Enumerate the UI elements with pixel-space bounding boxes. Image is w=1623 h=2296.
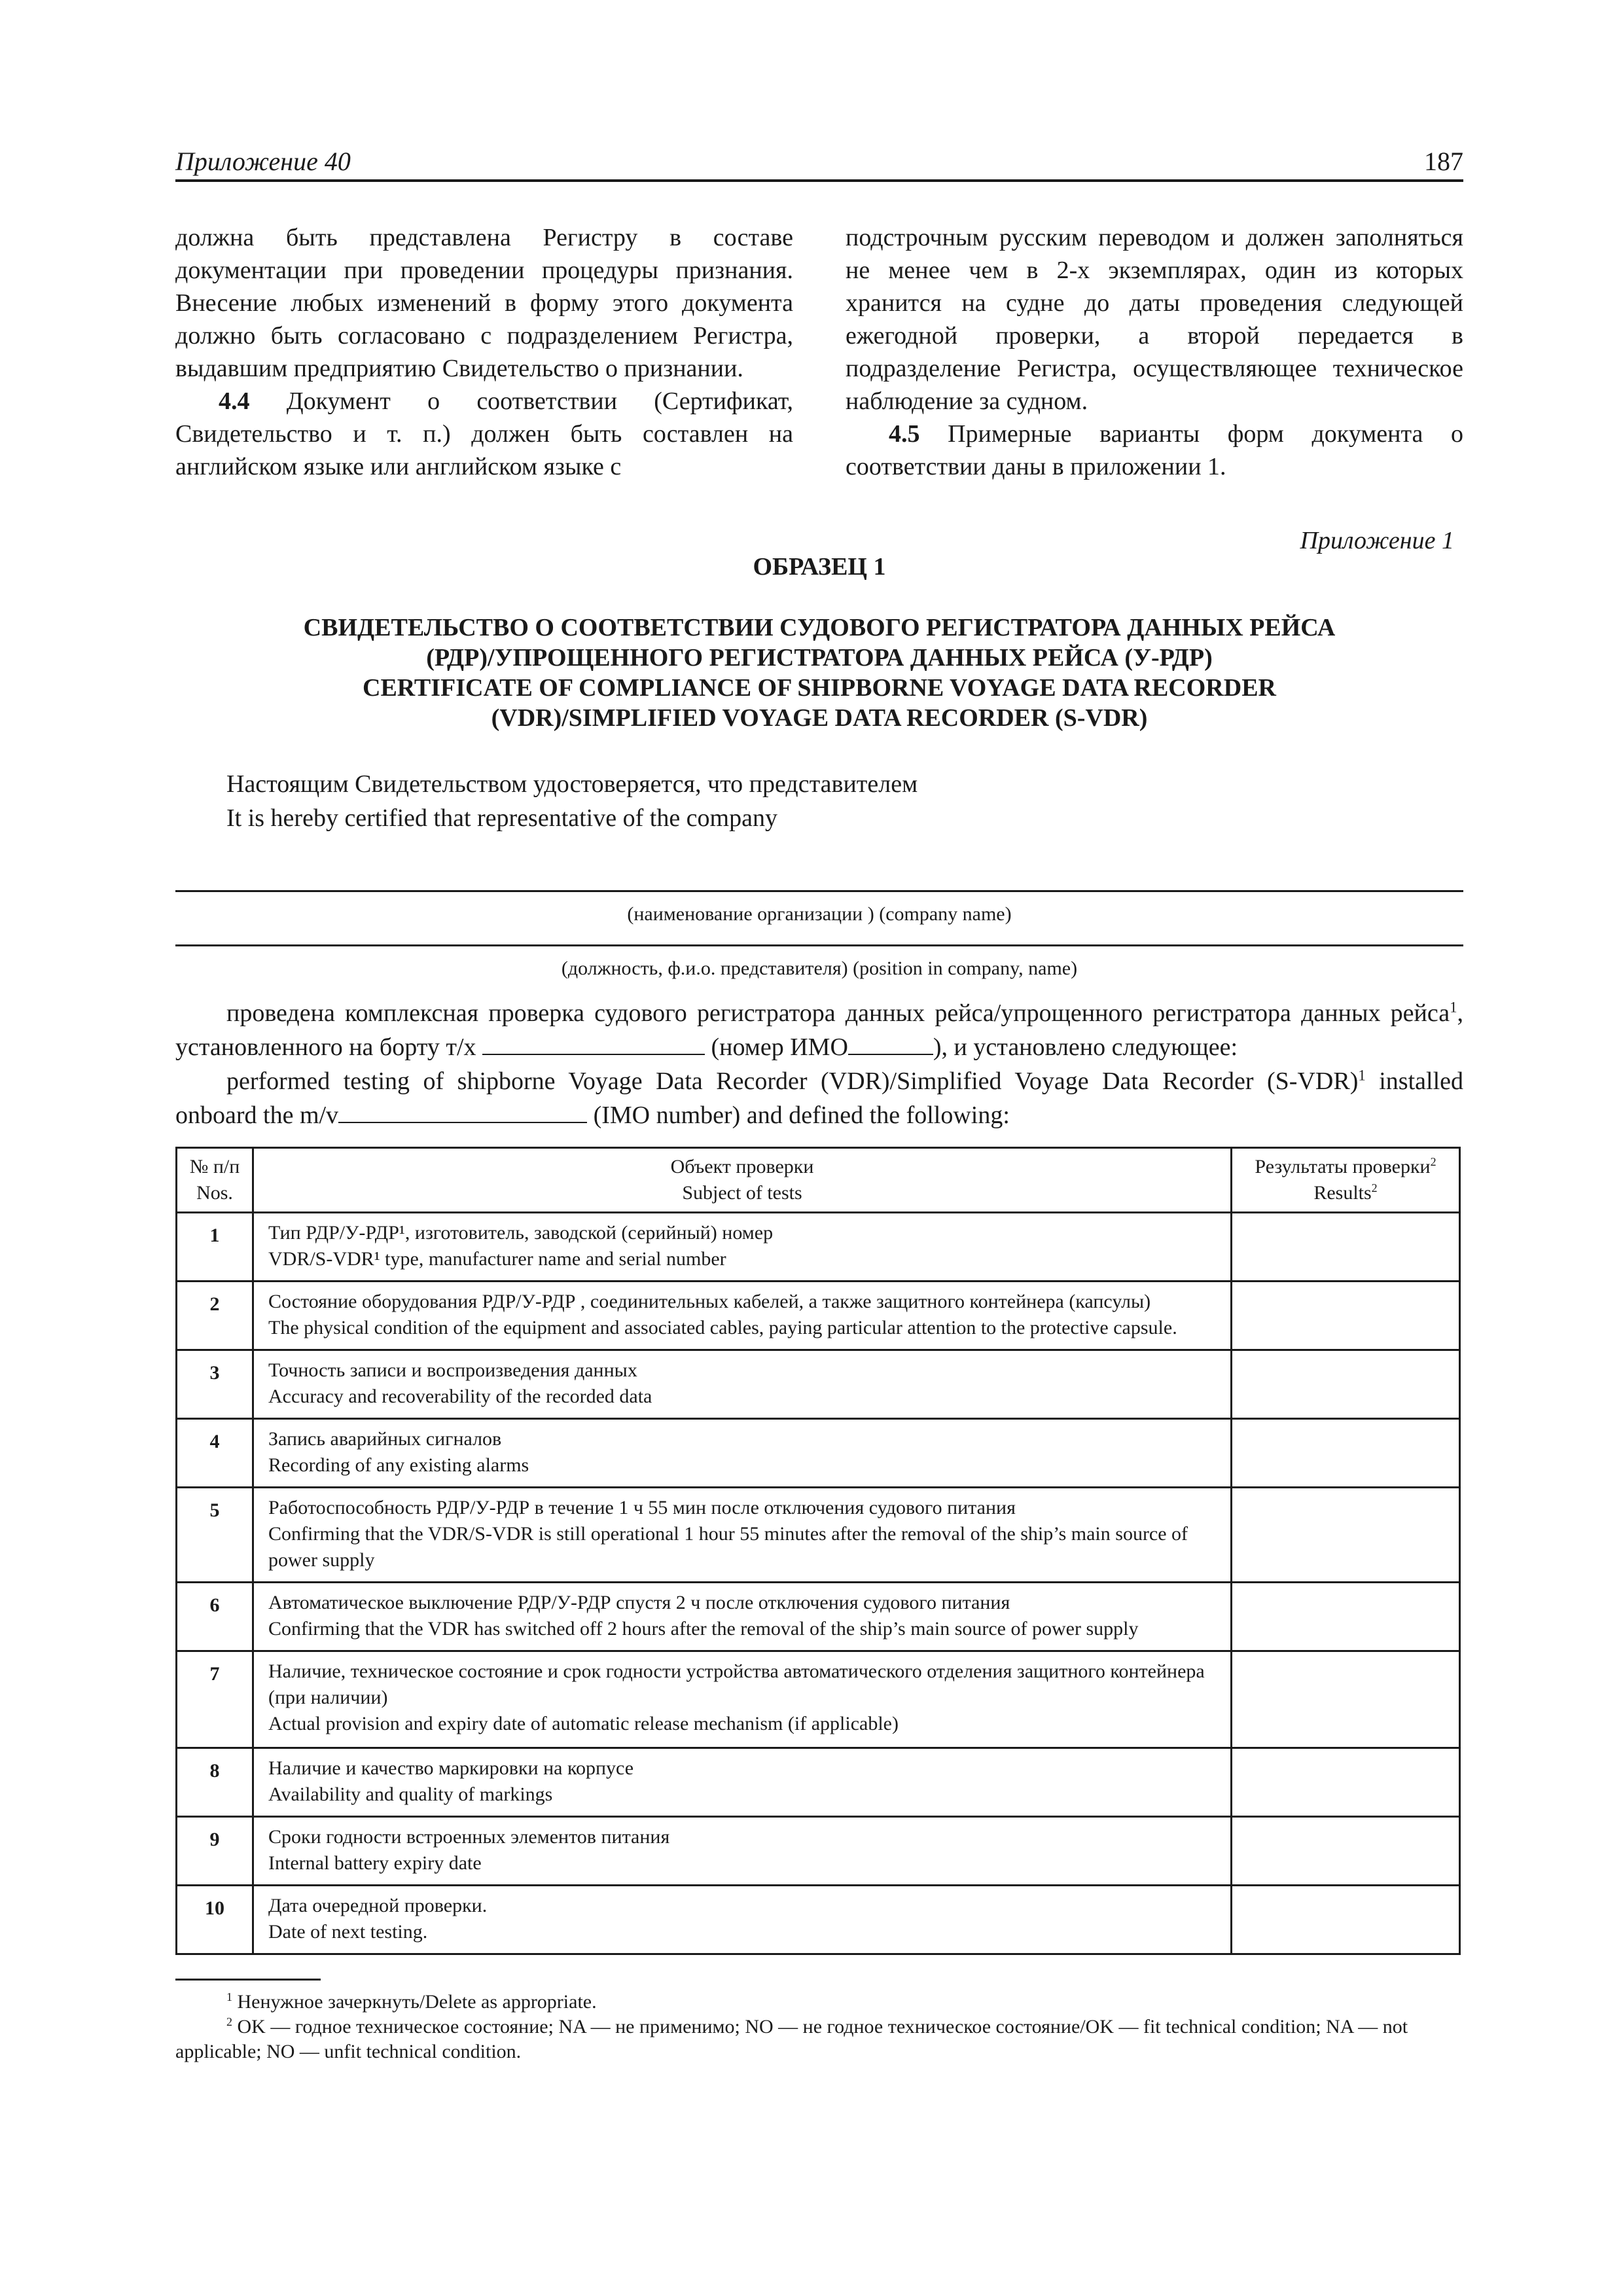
test-subject [253, 1817, 1232, 1886]
result-cell[interactable] [1232, 1488, 1460, 1583]
footnote-mark: 2 [226, 2015, 232, 2028]
statement-text: performed testing of shipborne Voyage Data Recorder (VDR)/Simplified Voyage Data Recorder (S-VDR) [226, 1067, 1359, 1095]
test-subject-ru: Автоматическое выключение РДР/У-РДР спустя 2 ч после отключения судового питания [268, 1592, 1010, 1613]
footnote-divider [175, 1979, 321, 1981]
header-text: Results [1313, 1182, 1372, 1204]
footnote-ref: 2 [1430, 1155, 1436, 1168]
clause-text: Примерные варианты форм документа о соответствии даны в приложении 1. [846, 420, 1463, 480]
certificate-title-line: СВИДЕТЕЛЬСТВО О СООТВЕТСТВИИ СУДОВОГО РЕГИСТРАТОРА ДАННЫХ РЕЙСА [303, 614, 1336, 641]
table-row [177, 1817, 1460, 1886]
test-subject-en: Date of next testing. [268, 1921, 428, 1943]
left-paragraph-2 [175, 385, 793, 483]
result-cell[interactable] [1232, 1350, 1460, 1419]
test-subject [253, 1488, 1232, 1583]
testing-statement [175, 996, 1463, 1132]
table-row [177, 1748, 1460, 1817]
imo-number-blank[interactable] [848, 1054, 933, 1055]
result-cell[interactable] [1232, 1282, 1460, 1350]
left-column [175, 221, 793, 483]
test-subject-ru: Наличие, техническое состояние и срок годности устройства автоматического отделения защитного контейнера (при наличии) [268, 1660, 1205, 1708]
test-subject-ru: Сроки годности встроенных элементов питания [268, 1826, 670, 1848]
footnote-2 [175, 2015, 1463, 2064]
row-number: 1 [177, 1213, 253, 1282]
row-number: 3 [177, 1350, 253, 1419]
test-subject-en: VDR/S-VDR¹ type, manufacturer name and serial number [268, 1248, 726, 1270]
test-subject-en: Recording of any existing alarms [268, 1454, 529, 1476]
table-row [177, 1213, 1460, 1282]
result-cell[interactable] [1232, 1651, 1460, 1748]
row-number: 2 [177, 1282, 253, 1350]
test-subject [253, 1583, 1232, 1651]
header-number [177, 1148, 253, 1213]
header-text: Результаты проверки [1255, 1156, 1431, 1177]
statement-text: installed onboard the m/v [175, 1067, 1463, 1129]
test-subject-en: Accuracy and recoverability of the recorded data [268, 1386, 652, 1407]
header-text: № п/п [189, 1156, 240, 1177]
header-text: Subject of tests [682, 1182, 802, 1204]
table-row [177, 1488, 1460, 1583]
result-cell[interactable] [1232, 1748, 1460, 1817]
test-subject-en: Confirming that the VDR/S-VDR is still operational 1 hour 55 minutes after the removal of the ship’s main source of power supply [268, 1523, 1188, 1571]
right-column [846, 221, 1463, 483]
test-results-table [175, 1147, 1461, 1955]
row-number: 5 [177, 1488, 253, 1583]
right-paragraph-2 [846, 418, 1463, 483]
certificate-title-line: (РДР)/УПРОЩЕННОГО РЕГИСТРАТОРА ДАННЫХ РЕЙСА (У-РДР) [426, 644, 1213, 672]
table-row [177, 1583, 1460, 1651]
certificate-title-line: CERTIFICATE OF COMPLIANCE OF SHIPBORNE VOYAGE DATA RECORDER [363, 674, 1276, 702]
test-subject-ru: Наличие и качество маркировки на корпусе [268, 1757, 634, 1779]
intro-ru: Настоящим Свидетельством удостоверяется, что представителем [226, 770, 918, 798]
clause-text: Документ о соответствии (Сертификат, Свидетельство и т. п.) должен быть составлен на английском языке или английском языке с [175, 387, 793, 480]
statement-ru [175, 996, 1463, 1064]
row-number: 6 [177, 1583, 253, 1651]
footnote-text: Ненужное зачеркнуть/Delete as appropriate. [232, 1991, 597, 2013]
appendix-label: Приложение 40 [175, 147, 351, 176]
page-number: 187 [1424, 147, 1463, 176]
sample-title: ОБРАЗЕЦ 1 [753, 553, 886, 581]
appendix-mark: Приложение 1 [1300, 527, 1454, 554]
statement-text: , установленного на борту т/х [175, 999, 1463, 1061]
ship-name-blank[interactable] [482, 1054, 705, 1055]
two-column-text [175, 221, 1463, 483]
test-subject-en: Internal battery expiry date [268, 1852, 482, 1874]
header-text: Объект проверки [670, 1156, 814, 1177]
statement-en [175, 1064, 1463, 1132]
vessel-name-blank[interactable] [338, 1122, 587, 1123]
certification-intro [175, 767, 1463, 835]
result-cell[interactable] [1232, 1583, 1460, 1651]
test-subject [253, 1350, 1232, 1419]
header-text: Nos. [196, 1182, 233, 1204]
clause-number: 4.5 [889, 420, 920, 448]
test-subject-ru: Тип РДР/У-РДР¹, изготовитель, заводской (серийный) номер [268, 1222, 774, 1244]
company-name-caption: (наименование организации ) (company name) [627, 903, 1012, 925]
footnote-text: OK — годное техническое состояние; NA — не применимо; NO — не годное техническое состояние/OK — fit technical condition; NA — not applicable; NO — unfit technical condition. [175, 2016, 1408, 2062]
test-subject-en: The physical condition of the equipment and associated cables, paying particular attention to the protective capsule. [268, 1317, 1177, 1338]
company-name-field[interactable] [175, 890, 1463, 892]
right-paragraph-1: подстрочным русским переводом и должен заполняться не менее чем в 2-х экземплярах, один из которых хранится на судне до даты проведения следующей ежегодной проверки, а второй передается в подразделение Регистра, осуществляющее техническое наблюдение за судном. [846, 224, 1463, 415]
test-subject [253, 1213, 1232, 1282]
statement-text: проведена комплексная проверка судового регистратора данных рейса/упрощенного регистратора данных рейса [226, 999, 1450, 1027]
footnote-ref: 1 [1358, 1067, 1366, 1084]
test-subject-en: Availability and quality of markings [268, 1784, 553, 1805]
test-subject-en: Confirming that the VDR has switched off 2 hours after the removal of the ship’s main source of power supply [268, 1618, 1139, 1640]
certificate-title [175, 613, 1463, 733]
test-subject [253, 1282, 1232, 1350]
test-subject-ru: Состояние оборудования РДР/У-РДР , соединительных кабелей, а также защитного контейнера (капсулы) [268, 1291, 1151, 1312]
statement-text: (номер ИМО [705, 1033, 848, 1061]
document-page [175, 145, 1463, 2064]
statement-text: (IMO number) and defined the following: [587, 1102, 1010, 1129]
table-row [177, 1282, 1460, 1350]
test-subject-ru: Работоспособность РДР/У-РДР в течение 1 ч 55 мин после отключения судового питания [268, 1497, 1016, 1518]
footnote-1 [175, 1990, 1463, 2015]
left-paragraph-1: должна быть представлена Регистру в составе документации при проведении процедуры признания. Внесение любых изменений в форму этого документа должно быть согласовано с подразделением Регистра, выдавшим предприятию Свидетельство о признании. [175, 224, 793, 382]
footnote-mark: 1 [226, 1990, 232, 2003]
test-subject-ru: Дата очередной проверки. [268, 1895, 488, 1916]
footnotes [175, 1990, 1463, 2064]
result-cell[interactable] [1232, 1886, 1460, 1954]
table-body [177, 1213, 1460, 1954]
footnote-ref: 2 [1371, 1181, 1378, 1194]
row-number: 9 [177, 1817, 253, 1886]
intro-en: It is hereby certified that representative of the company [226, 804, 777, 832]
table-row [177, 1886, 1460, 1954]
table-row [177, 1419, 1460, 1488]
test-subject [253, 1886, 1232, 1954]
row-number: 10 [177, 1886, 253, 1954]
row-number: 4 [177, 1419, 253, 1488]
test-subject-en: Actual provision and expiry date of automatic release mechanism (if applicable) [268, 1713, 899, 1734]
table-row [177, 1651, 1460, 1748]
certificate-title-line: (VDR)/SIMPLIFIED VOYAGE DATA RECORDER (S-VDR) [491, 704, 1148, 732]
test-subject-ru: Точность записи и воспроизведения данных [268, 1359, 637, 1381]
result-cell[interactable] [1232, 1817, 1460, 1886]
representative-caption: (должность, ф.и.о. представителя) (position in company, name) [561, 958, 1078, 979]
clause-number: 4.4 [219, 387, 250, 415]
test-subject [253, 1419, 1232, 1488]
running-head [175, 145, 1463, 182]
table-row [177, 1350, 1460, 1419]
statement-text: ), и установлено следующее: [933, 1033, 1238, 1061]
representative-field[interactable] [175, 944, 1463, 946]
test-subject-ru: Запись аварийных сигналов [268, 1428, 502, 1450]
header-subject [253, 1148, 1232, 1213]
row-number: 8 [177, 1748, 253, 1817]
test-subject [253, 1748, 1232, 1817]
footnote-ref: 1 [1450, 999, 1457, 1016]
result-cell[interactable] [1232, 1213, 1460, 1282]
test-subject [253, 1651, 1232, 1748]
result-cell[interactable] [1232, 1419, 1460, 1488]
table-header-row [177, 1148, 1460, 1213]
row-number: 7 [177, 1651, 253, 1748]
header-results [1232, 1148, 1460, 1213]
